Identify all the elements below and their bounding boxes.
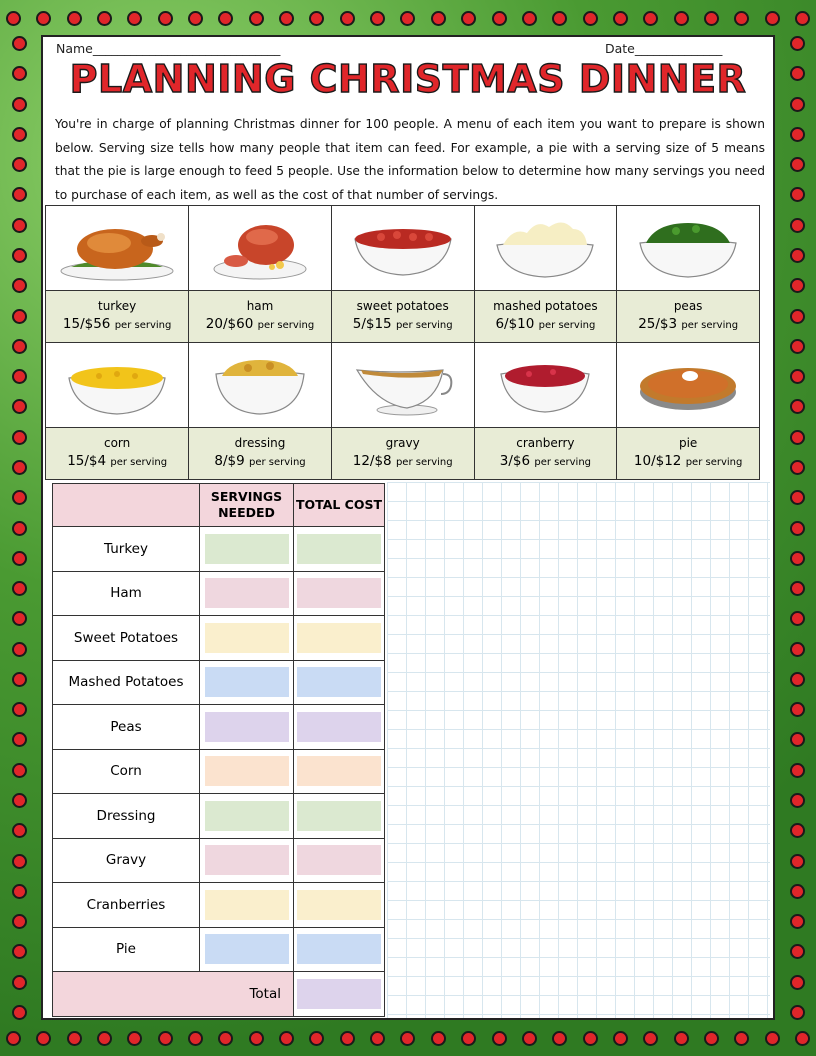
date-field[interactable] <box>605 41 722 56</box>
border-dot <box>12 823 27 838</box>
border-dot <box>12 339 27 354</box>
border-dot <box>127 1031 142 1046</box>
border-dot <box>188 11 203 26</box>
servings-cell <box>200 571 294 616</box>
per-serving-label: per serving <box>395 319 453 331</box>
servings-input[interactable] <box>205 890 289 920</box>
border-dot <box>734 11 749 26</box>
border-dot <box>790 611 805 626</box>
border-dot <box>704 11 719 26</box>
servings-cell <box>200 660 294 705</box>
border-dot <box>790 97 805 112</box>
cost-input[interactable] <box>297 934 381 964</box>
border-dot <box>12 642 27 657</box>
row-label: Pie <box>53 927 200 972</box>
menu-item-name: ham <box>246 298 274 313</box>
answer-row <box>53 616 385 661</box>
border-dot <box>370 11 385 26</box>
name-line: ______________________________ <box>92 41 281 56</box>
per-serving-label: per serving <box>538 319 596 331</box>
menu-label-row-1 <box>46 291 760 343</box>
border-dot <box>790 127 805 142</box>
cost-cell <box>294 838 385 883</box>
menu-item-name: corn <box>103 435 131 450</box>
total-cost-input[interactable] <box>297 979 381 1009</box>
border-dot <box>765 11 780 26</box>
menu-image-dressing <box>189 343 332 428</box>
per-serving-label: per serving <box>534 456 592 468</box>
menu-item-name: mashed potatoes <box>493 298 598 313</box>
answer-row <box>53 527 385 572</box>
border-dot <box>790 702 805 717</box>
border-dot <box>674 1031 689 1046</box>
border-dot <box>279 1031 294 1046</box>
border-dot <box>790 944 805 959</box>
border-dot <box>790 793 805 808</box>
border-dot <box>12 187 27 202</box>
corn-icon <box>65 352 169 418</box>
per-serving-label: per serving <box>685 456 743 468</box>
servings-cell <box>200 883 294 928</box>
border-dot <box>370 1031 385 1046</box>
menu-item-name: sweet potatoes <box>356 298 449 313</box>
border-dots-bottom <box>6 1025 810 1051</box>
border-dot <box>643 11 658 26</box>
row-label: Turkey <box>53 527 200 572</box>
border-dot <box>188 1031 203 1046</box>
row-label: Cranberries <box>53 883 200 928</box>
menu-item-price: 15/$56 <box>62 315 111 332</box>
border-dot <box>12 611 27 626</box>
border-dot <box>704 1031 719 1046</box>
cost-cell <box>294 705 385 750</box>
cost-cell <box>294 616 385 661</box>
menu-item-price: 25/$3 <box>638 315 678 332</box>
border-dot <box>97 11 112 26</box>
border-dot <box>522 11 537 26</box>
row-label: Gravy <box>53 838 200 883</box>
border-dot <box>12 66 27 81</box>
graph-paper-workspace[interactable] <box>387 482 770 1018</box>
intro-text: You're in charge of planning Christmas dinner for 100 people. A menu of each item you want to prepare is shown below. Serving size tells how many people that item can feed. For example, a pie with a serving size of 5 means that the pie is large enough to feed 5 people. Use the information below to determine how many servings you need to purchase of each item, as well as the cost of that number of servings. <box>55 117 765 202</box>
answer-row <box>53 660 385 705</box>
border-dot <box>12 702 27 717</box>
border-dot <box>643 1031 658 1046</box>
col-cost-header: TOTAL COST <box>294 484 385 527</box>
border-dot <box>790 490 805 505</box>
border-dot <box>552 11 567 26</box>
border-dot <box>790 36 805 51</box>
menu-item-sweet-potatoes <box>331 291 474 343</box>
border-dot <box>158 11 173 26</box>
border-dot <box>340 11 355 26</box>
border-dot <box>790 218 805 233</box>
servings-cell <box>200 749 294 794</box>
border-dot <box>279 11 294 26</box>
border-dot <box>583 11 598 26</box>
answer-row <box>53 883 385 928</box>
border-dot <box>127 11 142 26</box>
menu-item-price: 15/$4 <box>67 452 107 469</box>
border-dot <box>790 399 805 414</box>
border-dot <box>790 672 805 687</box>
sweet-potatoes-icon <box>351 215 455 281</box>
answer-row <box>53 838 385 883</box>
servings-input[interactable] <box>205 623 289 653</box>
header-blank <box>53 484 200 527</box>
border-dot <box>790 460 805 475</box>
border-dot <box>613 1031 628 1046</box>
menu-item-cranberry <box>474 428 617 480</box>
menu-item-name: peas <box>673 298 703 313</box>
turkey-icon <box>57 215 177 281</box>
menu-item-turkey <box>46 291 189 343</box>
menu-image-ham <box>189 206 332 291</box>
menu-item-price: 6/$10 <box>495 315 535 332</box>
border-dot <box>790 914 805 929</box>
servings-input[interactable] <box>205 667 289 697</box>
border-dot <box>400 1031 415 1046</box>
border-dot <box>12 218 27 233</box>
border-dot <box>790 157 805 172</box>
border-dot <box>790 369 805 384</box>
menu-item-name: cranberry <box>516 435 575 450</box>
cost-input[interactable] <box>297 845 381 875</box>
border-dots-top <box>6 5 810 31</box>
border-dot <box>12 884 27 899</box>
menu-item-peas <box>617 291 760 343</box>
border-dot <box>790 1005 805 1020</box>
menu-image-cranberry <box>474 343 617 428</box>
border-dot <box>12 521 27 536</box>
border-dot <box>790 309 805 324</box>
menu-item-name: pie <box>678 435 698 450</box>
border-dot <box>734 1031 749 1046</box>
border-dot <box>36 1031 51 1046</box>
menu-item-corn <box>46 428 189 480</box>
answer-row <box>53 794 385 839</box>
answer-row <box>53 927 385 972</box>
border-dot <box>790 430 805 445</box>
servings-cell <box>200 927 294 972</box>
border-dot <box>790 521 805 536</box>
answer-table-header <box>53 484 385 527</box>
cost-cell <box>294 527 385 572</box>
servings-cell <box>200 794 294 839</box>
border-dot <box>765 1031 780 1046</box>
menu-image-corn <box>46 343 189 428</box>
ham-icon <box>210 215 310 281</box>
per-serving-label: per serving <box>681 319 739 331</box>
border-dot <box>461 11 476 26</box>
dressing-icon <box>212 352 308 418</box>
border-dot <box>790 642 805 657</box>
servings-input[interactable] <box>205 534 289 564</box>
border-dot <box>12 97 27 112</box>
border-dot <box>12 127 27 142</box>
cost-input[interactable] <box>297 534 381 564</box>
date-line: ______________ <box>634 41 723 56</box>
border-dot <box>431 1031 446 1046</box>
cost-cell <box>294 927 385 972</box>
col-servings-header: SERVINGS NEEDED <box>200 484 294 527</box>
servings-input[interactable] <box>205 845 289 875</box>
border-dot <box>552 1031 567 1046</box>
menu-item-price: 5/$15 <box>352 315 392 332</box>
menu-image-sweet-potatoes <box>331 206 474 291</box>
servings-cell <box>200 838 294 883</box>
border-dot <box>12 1005 27 1020</box>
border-dot <box>400 11 415 26</box>
menu-image-mashed-potatoes <box>474 206 617 291</box>
peas-icon <box>636 215 740 281</box>
border-dot <box>12 914 27 929</box>
servings-input[interactable] <box>205 712 289 742</box>
border-dot <box>790 884 805 899</box>
name-label: Name <box>56 41 93 56</box>
border-dot <box>790 187 805 202</box>
per-serving-label: per serving <box>110 456 168 468</box>
menu-item-gravy <box>331 428 474 480</box>
border-dot <box>36 11 51 26</box>
menu-image-turkey <box>46 206 189 291</box>
menu-label-row-2 <box>46 428 760 480</box>
name-field[interactable] <box>56 41 280 56</box>
border-dot <box>12 793 27 808</box>
border-dot <box>790 339 805 354</box>
cost-cell <box>294 749 385 794</box>
total-row <box>53 972 385 1017</box>
answer-row <box>53 749 385 794</box>
menu-item-name: gravy <box>385 435 420 450</box>
pie-icon <box>636 352 740 418</box>
servings-input[interactable] <box>205 756 289 786</box>
border-dot <box>340 1031 355 1046</box>
menu-image-peas <box>617 206 760 291</box>
row-label: Corn <box>53 749 200 794</box>
border-dot <box>492 1031 507 1046</box>
cost-input[interactable] <box>297 890 381 920</box>
border-dot <box>790 66 805 81</box>
border-dot <box>613 11 628 26</box>
border-dot <box>309 11 324 26</box>
border-dot <box>12 944 27 959</box>
menu-item-price: 10/$12 <box>633 452 682 469</box>
menu-item-price: 12/$8 <box>352 452 392 469</box>
border-dot <box>249 11 264 26</box>
border-dot <box>12 278 27 293</box>
menu-item-ham <box>189 291 332 343</box>
answer-table <box>52 483 385 1017</box>
row-label: Dressing <box>53 794 200 839</box>
per-serving-label: per serving <box>249 456 306 468</box>
border-dot <box>790 854 805 869</box>
border-dot <box>790 248 805 263</box>
border-dot <box>12 672 27 687</box>
per-serving-label: per serving <box>257 319 315 331</box>
border-dot <box>97 1031 112 1046</box>
border-dot <box>12 36 27 51</box>
servings-cell <box>200 705 294 750</box>
cranberry-icon <box>497 352 593 418</box>
row-label: Mashed Potatoes <box>53 660 200 705</box>
menu-item-pie <box>617 428 760 480</box>
border-dot <box>790 732 805 747</box>
cost-cell <box>294 660 385 705</box>
worksheet-page <box>41 35 775 1020</box>
border-dot <box>583 1031 598 1046</box>
border-dot <box>12 975 27 990</box>
cost-input[interactable] <box>297 578 381 608</box>
menu-image-row-1 <box>46 206 760 291</box>
border-dot <box>674 11 689 26</box>
border-dot <box>12 309 27 324</box>
border-dot <box>67 11 82 26</box>
border-dot <box>12 430 27 445</box>
border-dot <box>12 157 27 172</box>
border-dot <box>218 1031 233 1046</box>
border-dots-right <box>784 36 810 1020</box>
servings-input[interactable] <box>205 801 289 831</box>
border-dot <box>431 11 446 26</box>
border-dot <box>790 975 805 990</box>
cost-cell <box>294 571 385 616</box>
menu-item-price: 8/$9 <box>214 452 245 469</box>
row-label: Ham <box>53 571 200 616</box>
border-dot <box>6 1031 21 1046</box>
row-label: Peas <box>53 705 200 750</box>
border-dot <box>12 732 27 747</box>
border-dot <box>6 11 21 26</box>
cost-input[interactable] <box>297 667 381 697</box>
border-dot <box>218 11 233 26</box>
servings-input[interactable] <box>205 934 289 964</box>
total-cost-cell <box>294 972 385 1017</box>
border-dot <box>790 278 805 293</box>
menu-image-gravy <box>331 343 474 428</box>
border-dot <box>12 551 27 566</box>
border-dot <box>461 1031 476 1046</box>
cost-input[interactable] <box>297 801 381 831</box>
cost-cell <box>294 794 385 839</box>
menu-item-name: dressing <box>234 435 286 450</box>
menu-image-pie <box>617 343 760 428</box>
gravy-icon <box>351 352 455 418</box>
cost-input[interactable] <box>297 756 381 786</box>
border-dot <box>12 581 27 596</box>
per-serving-label: per serving <box>395 456 453 468</box>
border-dots-left <box>6 36 32 1020</box>
border-dot <box>790 551 805 566</box>
menu-item-mashed-potatoes <box>474 291 617 343</box>
border-dot <box>12 369 27 384</box>
border-dot <box>492 11 507 26</box>
border-dot <box>12 854 27 869</box>
menu-item-name: turkey <box>97 298 137 313</box>
border-dot <box>790 763 805 778</box>
mashed-potatoes-icon <box>493 215 597 281</box>
border-dot <box>795 1031 810 1046</box>
cost-cell <box>294 883 385 928</box>
border-dot <box>249 1031 264 1046</box>
border-dot <box>12 399 27 414</box>
border-dot <box>12 490 27 505</box>
border-dot <box>67 1031 82 1046</box>
servings-cell <box>200 527 294 572</box>
border-dot <box>309 1031 324 1046</box>
menu-item-price: 3/$6 <box>499 452 531 469</box>
border-dot <box>12 763 27 778</box>
per-serving-label: per serving <box>114 319 172 331</box>
border-dot <box>790 823 805 838</box>
border-dot <box>12 248 27 263</box>
answer-row <box>53 705 385 750</box>
border-dot <box>158 1031 173 1046</box>
servings-input[interactable] <box>205 578 289 608</box>
border-dot <box>522 1031 537 1046</box>
page-title: PLANNING CHRISTMAS DINNER <box>69 57 747 101</box>
cost-input[interactable] <box>297 623 381 653</box>
total-label: Total <box>53 972 294 1017</box>
border-dot <box>12 460 27 475</box>
menu-item-dressing <box>189 428 332 480</box>
border-dot <box>790 581 805 596</box>
answer-row <box>53 571 385 616</box>
menu-table <box>45 205 760 480</box>
cost-input[interactable] <box>297 712 381 742</box>
menu-image-row-2 <box>46 343 760 428</box>
menu-item-price: 20/$60 <box>205 315 254 332</box>
border-dot <box>795 11 810 26</box>
row-label: Sweet Potatoes <box>53 616 200 661</box>
servings-cell <box>200 616 294 661</box>
date-label: Date <box>605 41 635 56</box>
